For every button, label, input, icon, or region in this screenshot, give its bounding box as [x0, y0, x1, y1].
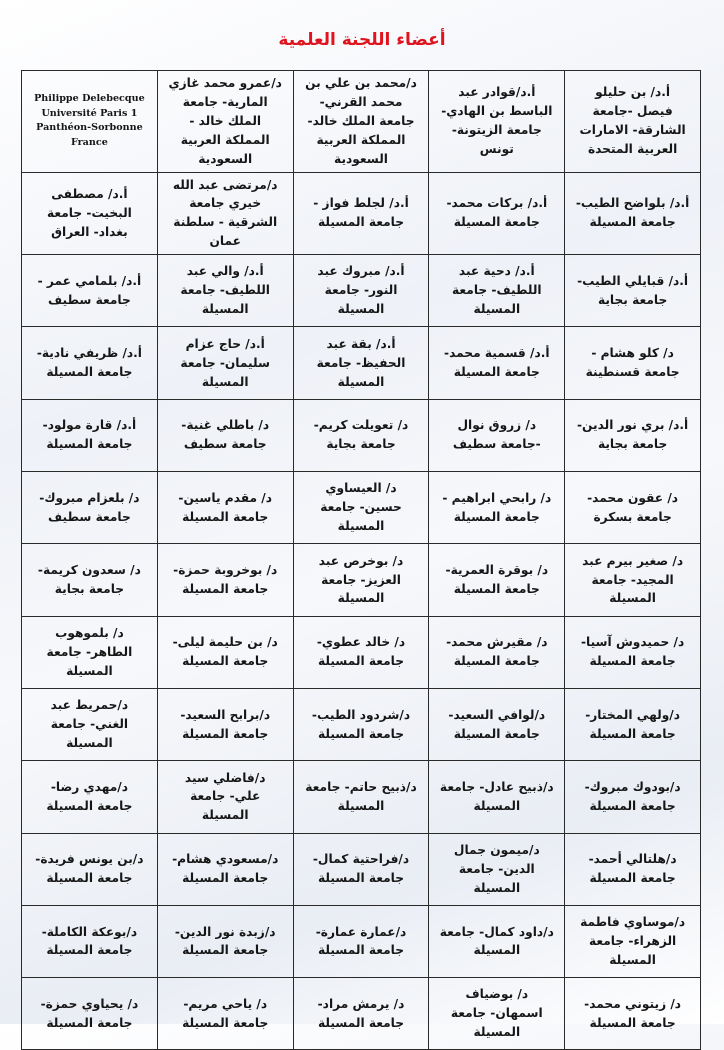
member-cell: د/ بلعزام مبروك- جامعة سطيف [22, 472, 158, 544]
table-row [22, 833, 701, 905]
member-cell: أ.د/ لجلط فواز - جامعة المسيلة [293, 172, 429, 255]
member-cell: د/ حميدوش آسيا- جامعة المسيلة [565, 616, 701, 688]
member-cell: أ.د/ بن حليلو فيصل -جامعة الشارقة- الامارات العربية المتحدة [565, 71, 701, 173]
table-row [22, 905, 701, 977]
member-cell: د/بن يونس فريدة- جامعة المسيلة [22, 833, 158, 905]
member-cell: د/ رابحي ابراهيم - جامعة المسيلة [429, 472, 565, 544]
member-cell: أ.د/ مصطفى البخيت- جامعة بغداد- العراق [22, 172, 158, 255]
member-cell: أ.د/ والي عبد اللطيف- جامعة المسيلة [157, 255, 293, 327]
member-cell: أ.د/ بركات محمد- جامعة المسيلة [429, 172, 565, 255]
member-cell: أ.د/ قبايلي الطيب- جامعة بجاية [565, 255, 701, 327]
member-cell: أ.د/ بقة عبد الحفيظ- جامعة المسيلة [293, 327, 429, 399]
member-cell: د/لوافي السعيد- جامعة المسيلة [429, 688, 565, 760]
table-row [22, 978, 701, 1050]
member-cell: د/ كلو هشام - جامعة قسنطينة [565, 327, 701, 399]
table-row [22, 172, 701, 255]
table-row [22, 544, 701, 616]
committee-members-table [21, 70, 701, 1050]
member-cell: أ.د/ دحية عبد اللطيف- جامعة المسيلة [429, 255, 565, 327]
member-cell: د/ولهي المختار- جامعة المسيلة [565, 688, 701, 760]
table-row [22, 255, 701, 327]
member-cell: د/ بلموهوب الطاهر- جامعة المسيلة [22, 616, 158, 688]
member-cell: د/مسعودي هشام- جامعة المسيلة [157, 833, 293, 905]
page-title: أعضاء اللجنة العلمية [278, 30, 446, 50]
member-cell: د/ بن حليمة ليلى- جامعة المسيلة [157, 616, 293, 688]
member-cell: د/ذبيح عادل- جامعة المسيلة [429, 761, 565, 833]
table-row [22, 71, 701, 173]
member-cell: د/ عقون محمد- جامعة بسكرة [565, 472, 701, 544]
member-cell: د/ ياحي مريم- جامعة المسيلة [157, 978, 293, 1050]
table-row [22, 761, 701, 833]
member-cell: د/مهدي رضا- جامعة المسيلة [22, 761, 158, 833]
member-cell: د/حمريط عبد الغني- جامعة المسيلة [22, 688, 158, 760]
member-cell: د/شردود الطيب- جامعة المسيلة [293, 688, 429, 760]
member-cell: د/زبدة نور الدين- جامعة المسيلة [157, 905, 293, 977]
member-cell: د/ بوضياف اسمهان- جامعة المسيلة [429, 978, 565, 1050]
member-cell: د/هلتالي أحمد- جامعة المسيلة [565, 833, 701, 905]
member-cell: د/ مقدم ياسين- جامعة المسيلة [157, 472, 293, 544]
member-cell: د/ بوخرص عبد العزيز- جامعة المسيلة [293, 544, 429, 616]
member-cell: د/ مقيرش محمد- جامعة المسيلة [429, 616, 565, 688]
table-row [22, 688, 701, 760]
member-cell: أ.د/ مبروك عبد النور- جامعة المسيلة [293, 255, 429, 327]
member-cell: د/ بوقرة العمرية- جامعة المسيلة [429, 544, 565, 616]
member-cell: د/مرتضى عبد الله خيري جامعة الشرقية - سلطنة عمان [157, 172, 293, 255]
member-cell: د/ صغير بيرم عبد المجيد- جامعة المسيلة [565, 544, 701, 616]
member-cell: أ.د/ حاج عزام سليمان- جامعة المسيلة [157, 327, 293, 399]
member-cell: د/ سعدون كريمة- جامعة بجاية [22, 544, 158, 616]
member-cell: د/عمارة عمارة- جامعة المسيلة [293, 905, 429, 977]
member-cell: د/محمد بن علي بن محمد القرني-جامعة الملك خالد-المملكة العربية السعودية [293, 71, 429, 173]
member-cell: د/عمرو محمد غازي المارية- جامعة الملك خالد - المملكة العربية السعودية [157, 71, 293, 173]
member-cell: د/ تعويلت كريم-جامعة بجاية [293, 399, 429, 471]
member-cell: أ.د/قوادر عبد الباسط بن الهادي-جامعة الزيتونة-تونس [429, 71, 565, 173]
member-cell: د/ يرمش مراد- جامعة المسيلة [293, 978, 429, 1050]
member-cell: د/ذبيح حاتم- جامعة المسيلة [293, 761, 429, 833]
member-cell: أ.د/ بلمامي عمر - جامعة سطيف [22, 255, 158, 327]
table-row [22, 399, 701, 471]
member-cell: د/ خالد عطوي- جامعة المسيلة [293, 616, 429, 688]
member-cell: د/فاضلي سيد علي- جامعة المسيلة [157, 761, 293, 833]
member-cell: Philippe Delebecque Université Paris 1 Panthéon-Sorbonne France [22, 71, 158, 173]
member-cell: أ.د/ بري نور الدين-جامعة بجاية [565, 399, 701, 471]
member-cell: د/ زروق نوال -جامعة سطيف [429, 399, 565, 471]
member-cell: د/موساوي فاطمة الزهراء- جامعة المسيلة [565, 905, 701, 977]
member-cell: د/ العيساوي حسين- جامعة المسيلة [293, 472, 429, 544]
member-cell: أ.د/ بلواضح الطيب- جامعة المسيلة [565, 172, 701, 255]
member-cell: د/برابح السعيد- جامعة المسيلة [157, 688, 293, 760]
member-cell: أ.د/ قسمية محمد- جامعة المسيلة [429, 327, 565, 399]
member-cell: د/ يحياوي حمزة- جامعة المسيلة [22, 978, 158, 1050]
table-row [22, 616, 701, 688]
member-cell: د/ بوخروبة حمزة- جامعة المسيلة [157, 544, 293, 616]
member-cell: د/بودوك مبروك- جامعة المسيلة [565, 761, 701, 833]
member-cell: د/ميمون جمال الدين- جامعة المسيلة [429, 833, 565, 905]
member-cell: د/داود كمال- جامعة المسيلة [429, 905, 565, 977]
table-row [22, 327, 701, 399]
table-row [22, 472, 701, 544]
member-cell: د/فراحتية كمال- جامعة المسيلة [293, 833, 429, 905]
member-cell: أ.د/ ظريفي نادية-جامعة المسيلة [22, 327, 158, 399]
member-cell: د/ زيتوني محمد- جامعة المسيلة [565, 978, 701, 1050]
member-cell: د/بوعكة الكاملة- جامعة المسيلة [22, 905, 158, 977]
member-cell: د/ باطلي غنية-جامعة سطيف [157, 399, 293, 471]
member-cell: أ.د/ قارة مولود- جامعة المسيلة [22, 399, 158, 471]
